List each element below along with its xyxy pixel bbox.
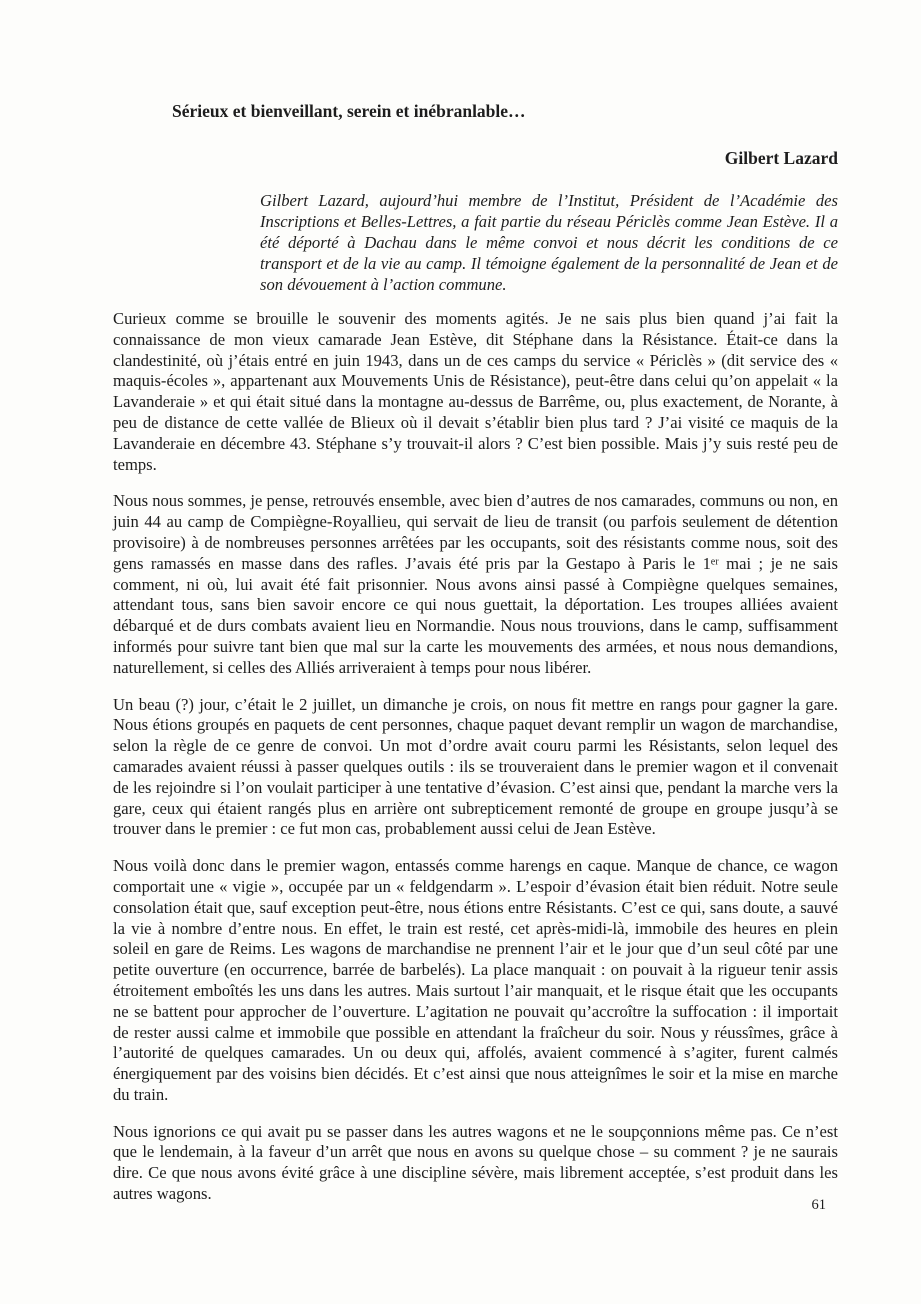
author-byline: Gilbert Lazard [724,148,838,168]
editorial-note: Gilbert Lazard, aujourd’hui membre de l’Institut, Président de l’Académie des Inscriptions et Belles-Lettres, a fait partie du réseau Périclès comme Jean Estève. Il a été déporté à Dachau dans le même convoi et nous décrit les conditions de ce transport et de la vie au camp. Il témoigne également de la personnalité de Jean et de son dévouement à l’action commune. [260,191,838,294]
article [113,100,838,1205]
body-paragraph-3: Un beau (?) jour, c’était le 2 juillet, un dimanche je crois, on nous fit mettre en rangs pour gagner la gare. Nous étions groupés en paquets de cent personnes, chaque paquet devant remplir un wagon de marchandise, selon la règle de ce genre de convoi. Un mot d’ordre avait couru parmi les Résistants, selon lequel des camarades avaient réussi à passer quelques outils : ils se trouveraient dans le premier wagon et il convenait de les rejoindre si l’on voulait participer à une tentative d’évasion. C’est ainsi que, pendant la marche vers la gare, ceux qui étaient rangés plus en arrière ont subrepticement remonté de groupe en groupe jusqu’à se trouver dans le premier : ce fut mon cas, probablement aussi celui de Jean Estève. [113,694,838,839]
page-number: 61 [811,1197,826,1213]
article-title: Sérieux et bienveillant, serein et inébranlable… [172,101,526,121]
body-paragraph-2: Nous nous sommes, je pense, retrouvés ensemble, avec bien d’autres de nos camarades, communs ou non, en juin 44 au camp de Compiègne-Royallieu, qui servait de lieu de transit (ou parfois seulement de détention provisoire) à de nombreuses personnes arrêtées par les occupants, soit des résistants comme nous, soit des gens ramassés en masse dans des rafles. J’avais été pris par la Gestapo à Paris le 1ᵉʳ mai ; je ne sais comment, ni où, lui avait été fait prisonnier. Nous avons ainsi passé à Compiègne quelques semaines, attendant tous, sans bien savoir encore ce qui nous guettait, la déportation. Les troupes alliées avaient débarqué et de durs combats avaient lieu en Normandie. Nous nous trouvions, dans le camp, suffisamment informés pour suivre tant bien que mal sur la carte les mouvements des armées, et nous nous demandions, naturellement, si celles des Alliés arriveraient à temps pour nous libérer. [113,491,838,677]
body-paragraph-4: Nous voilà donc dans le premier wagon, entassés comme harengs en caque. Manque de chance, ce wagon comportait une « vigie », occupée par un « feldgendarm ». L’espoir d’évasion était bien réduit. Notre seule consolation était que, sauf exception peut-être, nous étions entre Résistants. C’est ce qui, sans doute, a sauvé la vie à nombre d’entre nous. En effet, le train est resté, cet après-midi-là, immobile des heures en plein soleil en gare de Reims. Les wagons de marchandise ne prennent l’air et le jour que d’un seul côté par une petite ouverture (en occurrence, barrée de barbelés). La place manquait : on pouvait à la rigueur tenir assis étroitement emboîtés les uns dans les autres. Mais surtout l’air manquait, et le risque était que les occupants ne se battent pour approcher de l’ouverture. L’agitation ne pouvait qu’accroître la suffocation : il importait de rester aussi calme et immobile que possible en attendant la fraîcheur du soir. Nous y réussîmes, grâce à l’autorité de quelques camarades. Un ou deux qui, affolés, avaient commencé à s’agiter, furent calmés énergiquement par des voisins bien décidés. Et c’est ainsi que nous atteignîmes le soir et la mise en marche du train. [113,856,838,1104]
body-paragraph-1: Curieux comme se brouille le souvenir des moments agités. Je ne sais plus bien quand j’ai fait la connaissance de mon vieux camarade Jean Estève, dit Stéphane dans la Résistance. Était-ce dans la clandestinité, où j’étais entré en juin 1943, dans un de ces camps du service « Périclès » (dit service des « maquis-écoles », appartenant aux Mouvements Unis de Résistance), peut-être dans celui qu’on appelait « la Lavanderaie » et qui était situé dans la montagne au-dessus de Barrême, ou, plus exactement, de Norante, à peu de distance de cette vallée de Blieux où il devait s’établir bien plus tard ? J’ai visité ce maquis de la Lavanderaie en décembre 43. Stéphane s’y trouvait-il alors ? C’est bien possible. Mais j’y suis resté peu de temps. [113,309,838,474]
body-paragraph-5: Nous ignorions ce qui avait pu se passer dans les autres wagons et ne le soupçonnions même pas. Ce n’est que le lendemain, à la faveur d’un arrêt que nous en avons su quelque chose – su comment ? je ne saurais dire. Ce que nous avons évité grâce à une discipline sévère, mais librement acceptée, s’est produit dans les autres wagons. [113,1121,838,1204]
